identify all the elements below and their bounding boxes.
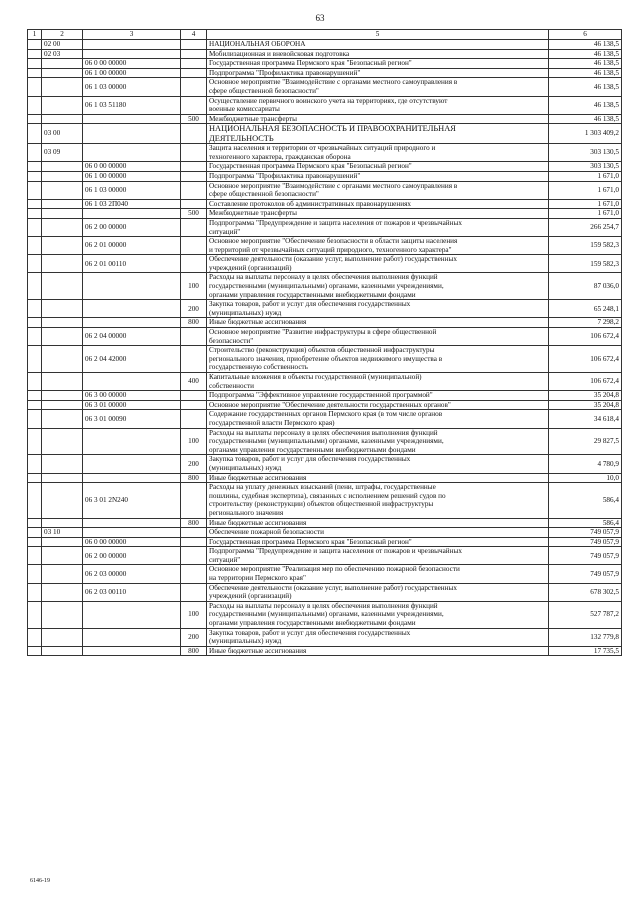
cell-sum: 1 671,0 xyxy=(549,171,622,181)
table-row xyxy=(28,114,622,124)
cell-tgt xyxy=(83,646,181,656)
cell-exp xyxy=(181,59,207,69)
cell-name: Подпрограмма "Предупреждение и защита населения от пожаров и чрезвычайных ситуаций" xyxy=(207,547,549,565)
cell-exp xyxy=(181,400,207,410)
cell-sec xyxy=(42,209,83,219)
cell-sec xyxy=(42,68,83,78)
cell-name: Защита населения и территории от чрезвычайных ситуаций природного и техногенного характера, гражданская оборона xyxy=(207,144,549,162)
cell-name: Закупка товаров, работ и услуг для обеспечения государственных (муниципальных) нужд xyxy=(207,455,549,473)
cell-exp xyxy=(181,124,207,144)
table-row xyxy=(28,473,622,483)
cell-tgt xyxy=(83,114,181,124)
cell-col1 xyxy=(28,40,42,50)
cell-sec xyxy=(42,346,83,373)
cell-tgt: 06 2 03 00110 xyxy=(83,583,181,601)
cell-tgt: 06 3 01 00000 xyxy=(83,400,181,410)
cell-exp xyxy=(181,537,207,547)
table-row xyxy=(28,209,622,219)
cell-exp: 200 xyxy=(181,455,207,473)
cell-name: Межбюджетные трансферты xyxy=(207,114,549,124)
cell-exp xyxy=(181,78,207,96)
cell-sum: 35 204,8 xyxy=(549,400,622,410)
cell-col1 xyxy=(28,181,42,199)
table-row xyxy=(28,547,622,565)
table-row xyxy=(28,628,622,646)
cell-sec xyxy=(42,646,83,656)
cell-sum: 159 582,3 xyxy=(549,255,622,273)
cell-name: Подпрограмма "Предупреждение и защита населения от пожаров и чрезвычайных ситуаций" xyxy=(207,218,549,236)
table-row xyxy=(28,255,622,273)
cell-name: Мобилизационная и вневойсковая подготовка xyxy=(207,49,549,59)
column-number: 4 xyxy=(181,30,207,40)
cell-exp xyxy=(181,218,207,236)
column-number: 3 xyxy=(83,30,181,40)
cell-sum: 749 057,9 xyxy=(549,565,622,583)
cell-sum: 1 671,0 xyxy=(549,199,622,209)
cell-col1 xyxy=(28,162,42,172)
cell-col1 xyxy=(28,273,42,300)
cell-sec xyxy=(42,59,83,69)
cell-col1 xyxy=(28,318,42,328)
table-row xyxy=(28,565,622,583)
cell-exp xyxy=(181,49,207,59)
cell-col1 xyxy=(28,473,42,483)
cell-tgt xyxy=(83,628,181,646)
cell-name: Подпрограмма "Эффективное управление государственной программой" xyxy=(207,391,549,401)
cell-col1 xyxy=(28,646,42,656)
cell-col1 xyxy=(28,255,42,273)
cell-exp xyxy=(181,547,207,565)
table-row xyxy=(28,124,622,144)
cell-name: Обеспечение деятельности (оказание услуг, выполнение работ) государственных учреждений (организаций) xyxy=(207,583,549,601)
cell-exp xyxy=(181,255,207,273)
cell-sum: 87 036,0 xyxy=(549,273,622,300)
cell-sum: 159 582,3 xyxy=(549,237,622,255)
table-row xyxy=(28,646,622,656)
cell-col1 xyxy=(28,547,42,565)
cell-sec xyxy=(42,114,83,124)
cell-sec xyxy=(42,473,83,483)
column-number: 1 xyxy=(28,30,42,40)
cell-sec xyxy=(42,400,83,410)
cell-col1 xyxy=(28,410,42,428)
cell-name: Расходы на выплаты персоналу в целях обеспечения выполнения функций государственными (муниципальными) органами, казенными учреждениями, органами управления государственными внебюджетными фондами xyxy=(207,273,549,300)
table-row xyxy=(28,583,622,601)
cell-exp xyxy=(181,68,207,78)
cell-name: Основное мероприятие "Реализация мер по обеспечению пожарной безопасности на территории Пермского края" xyxy=(207,565,549,583)
cell-sec xyxy=(42,410,83,428)
cell-sum: 303 130,5 xyxy=(549,162,622,172)
cell-sum: 586,4 xyxy=(549,518,622,528)
cell-sum: 29 827,5 xyxy=(549,428,622,455)
cell-exp xyxy=(181,162,207,172)
cell-col1 xyxy=(28,78,42,96)
cell-exp: 500 xyxy=(181,209,207,219)
cell-sec xyxy=(42,237,83,255)
cell-sum: 46 138,5 xyxy=(549,40,622,50)
cell-exp xyxy=(181,96,207,114)
cell-col1 xyxy=(28,144,42,162)
cell-tgt: 06 1 03 00000 xyxy=(83,78,181,96)
cell-tgt xyxy=(83,49,181,59)
cell-sec xyxy=(42,547,83,565)
cell-col1 xyxy=(28,218,42,236)
cell-tgt: 06 2 00 00000 xyxy=(83,547,181,565)
cell-name: Закупка товаров, работ и услуг для обеспечения государственных (муниципальных) нужд xyxy=(207,628,549,646)
cell-sec: 02 00 xyxy=(42,40,83,50)
table-row xyxy=(28,40,622,50)
cell-tgt: 06 0 00 00000 xyxy=(83,162,181,172)
cell-name: Расходы на выплаты персоналу в целях обеспечения выполнения функций государственными (муниципальными) органами, казенными учреждениями, органами управления государственными внебюджетными фондами xyxy=(207,601,549,628)
cell-tgt xyxy=(83,209,181,219)
cell-sum: 303 130,5 xyxy=(549,144,622,162)
cell-sum: 266 254,7 xyxy=(549,218,622,236)
cell-name: Строительство (реконструкция) объектов общественной инфраструктуры регионального значения, приобретение объектов недвижимого имущества в государственную собственность xyxy=(207,346,549,373)
cell-exp xyxy=(181,40,207,50)
cell-name: Составление протоколов об административных правонарушениях xyxy=(207,199,549,209)
cell-tgt: 06 3 01 2N240 xyxy=(83,483,181,518)
cell-name: Осуществление первичного воинского учета на территориях, где отсутствуют военные комиссариаты xyxy=(207,96,549,114)
table-row xyxy=(28,346,622,373)
cell-sum: 35 204,8 xyxy=(549,391,622,401)
cell-name: НАЦИОНАЛЬНАЯ ОБОРОНА xyxy=(207,40,549,50)
cell-exp xyxy=(181,565,207,583)
cell-name: Обеспечение деятельности (оказание услуг, выполнение работ) государственных учреждений (организаций) xyxy=(207,255,549,273)
cell-name: Иные бюджетные ассигнования xyxy=(207,318,549,328)
cell-sec xyxy=(42,601,83,628)
cell-sec xyxy=(42,273,83,300)
table-body xyxy=(28,40,622,656)
cell-sum: 586,4 xyxy=(549,483,622,518)
cell-col1 xyxy=(28,114,42,124)
table-row xyxy=(28,601,622,628)
cell-sec xyxy=(42,483,83,518)
cell-name: Капитальные вложения в объекты государственной (муниципальной) собственности xyxy=(207,373,549,391)
cell-col1 xyxy=(28,455,42,473)
cell-name: Расходы на выплаты персоналу в целях обеспечения выполнения функций государственными (муниципальными) органами, казенными учреждениями, органами управления государственными внебюджетными фондами xyxy=(207,428,549,455)
table-row xyxy=(28,391,622,401)
cell-tgt: 06 1 00 00000 xyxy=(83,68,181,78)
cell-col1 xyxy=(28,209,42,219)
cell-sum: 749 057,9 xyxy=(549,537,622,547)
cell-sec xyxy=(42,583,83,601)
cell-name: Подпрограмма "Профилактика правонарушений" xyxy=(207,68,549,78)
cell-sum: 10,0 xyxy=(549,473,622,483)
cell-col1 xyxy=(28,346,42,373)
table-row xyxy=(28,59,622,69)
cell-sum: 46 138,5 xyxy=(549,114,622,124)
cell-sum: 106 672,4 xyxy=(549,373,622,391)
cell-sum: 34 618,4 xyxy=(549,410,622,428)
cell-col1 xyxy=(28,528,42,538)
cell-sec xyxy=(42,300,83,318)
cell-col1 xyxy=(28,171,42,181)
cell-name: Закупка товаров, работ и услуг для обеспечения государственных (муниципальных) нужд xyxy=(207,300,549,318)
cell-tgt: 06 1 03 51180 xyxy=(83,96,181,114)
cell-tgt: 06 2 03 00000 xyxy=(83,565,181,583)
table-row xyxy=(28,428,622,455)
table-row xyxy=(28,518,622,528)
table-row xyxy=(28,318,622,328)
cell-sec xyxy=(42,373,83,391)
cell-sec: 03 10 xyxy=(42,528,83,538)
cell-tgt: 06 1 03 2П040 xyxy=(83,199,181,209)
cell-sec xyxy=(42,171,83,181)
cell-sum: 7 298,2 xyxy=(549,318,622,328)
cell-tgt xyxy=(83,455,181,473)
cell-name: Обеспечение пожарной безопасности xyxy=(207,528,549,538)
cell-tgt xyxy=(83,318,181,328)
cell-sec xyxy=(42,162,83,172)
cell-sec xyxy=(42,218,83,236)
cell-tgt xyxy=(83,40,181,50)
table-row xyxy=(28,328,622,346)
cell-col1 xyxy=(28,124,42,144)
column-number: 6 xyxy=(549,30,622,40)
cell-sec xyxy=(42,96,83,114)
cell-sum: 46 138,5 xyxy=(549,78,622,96)
footer-code: 6146-19 xyxy=(30,878,50,884)
cell-col1 xyxy=(28,537,42,547)
cell-tgt: 06 2 01 00000 xyxy=(83,237,181,255)
cell-sec xyxy=(42,391,83,401)
cell-tgt: 06 0 00 00000 xyxy=(83,537,181,547)
cell-exp xyxy=(181,483,207,518)
cell-col1 xyxy=(28,391,42,401)
table-row xyxy=(28,181,622,199)
cell-name: Основное мероприятие "Развитие инфраструктуры в сфере общественной безопасности" xyxy=(207,328,549,346)
cell-tgt: 06 1 03 00000 xyxy=(83,181,181,199)
cell-exp xyxy=(181,199,207,209)
cell-col1 xyxy=(28,96,42,114)
page-number: 63 xyxy=(315,13,325,23)
cell-col1 xyxy=(28,49,42,59)
cell-col1 xyxy=(28,428,42,455)
cell-sum: 46 138,5 xyxy=(549,68,622,78)
cell-col1 xyxy=(28,373,42,391)
cell-sec xyxy=(42,199,83,209)
cell-name: Основное мероприятие "Взаимодействие с органами местного самоуправления в сфере общественной безопасности" xyxy=(207,78,549,96)
cell-sum: 1 671,0 xyxy=(549,181,622,199)
cell-tgt: 06 2 04 42000 xyxy=(83,346,181,373)
cell-exp xyxy=(181,391,207,401)
cell-sum: 132 779,8 xyxy=(549,628,622,646)
cell-exp: 100 xyxy=(181,273,207,300)
cell-sum: 65 248,1 xyxy=(549,300,622,318)
column-number: 2 xyxy=(42,30,83,40)
cell-sec: 03 09 xyxy=(42,144,83,162)
cell-name: Расходы на уплату денежных взысканий (пени, штрафы, государственные пошлины, судебная экспертиза), связанных с исполнением решений судов по строительству (реконструкции) объектов общественной инфраструктуры регионального значения xyxy=(207,483,549,518)
cell-exp: 400 xyxy=(181,373,207,391)
table-row xyxy=(28,528,622,538)
cell-tgt: 06 3 01 00090 xyxy=(83,410,181,428)
table-row xyxy=(28,96,622,114)
cell-exp xyxy=(181,237,207,255)
cell-col1 xyxy=(28,68,42,78)
cell-col1 xyxy=(28,328,42,346)
cell-col1 xyxy=(28,601,42,628)
cell-name: Основное мероприятие "Обеспечение безопасности в области защиты населения и территорий от чрезвычайных ситуаций природного, техногенного характера" xyxy=(207,237,549,255)
cell-sec xyxy=(42,428,83,455)
table-row xyxy=(28,78,622,96)
cell-sum: 46 138,5 xyxy=(549,96,622,114)
cell-name: Подпрограмма "Профилактика правонарушений" xyxy=(207,171,549,181)
table-row xyxy=(28,218,622,236)
cell-tgt xyxy=(83,124,181,144)
cell-sum: 527 787,2 xyxy=(549,601,622,628)
cell-exp xyxy=(181,583,207,601)
cell-name: Иные бюджетные ассигнования xyxy=(207,646,549,656)
cell-sum: 46 138,5 xyxy=(549,49,622,59)
cell-name: Межбюджетные трансферты xyxy=(207,209,549,219)
cell-sum: 1 671,0 xyxy=(549,209,622,219)
cell-name: Государственная программа Пермского края "Безопасный регион" xyxy=(207,537,549,547)
table-row xyxy=(28,68,622,78)
cell-tgt xyxy=(83,273,181,300)
table-row xyxy=(28,237,622,255)
cell-sum: 46 138,5 xyxy=(549,59,622,69)
cell-name: Иные бюджетные ассигнования xyxy=(207,473,549,483)
cell-col1 xyxy=(28,59,42,69)
cell-sec: 03 00 xyxy=(42,124,83,144)
cell-col1 xyxy=(28,583,42,601)
cell-exp xyxy=(181,144,207,162)
table-row xyxy=(28,373,622,391)
cell-col1 xyxy=(28,628,42,646)
cell-col1 xyxy=(28,565,42,583)
cell-sum: 4 780,9 xyxy=(549,455,622,473)
cell-tgt: 06 1 00 00000 xyxy=(83,171,181,181)
cell-sum: 106 672,4 xyxy=(549,346,622,373)
cell-exp: 200 xyxy=(181,628,207,646)
cell-sum: 749 057,9 xyxy=(549,547,622,565)
cell-col1 xyxy=(28,518,42,528)
cell-col1 xyxy=(28,483,42,518)
cell-name: Иные бюджетные ассигнования xyxy=(207,518,549,528)
cell-tgt xyxy=(83,144,181,162)
cell-exp: 100 xyxy=(181,428,207,455)
cell-exp: 500 xyxy=(181,114,207,124)
cell-name: Содержание государственных органов Пермского края (в том числе органов государственной власти Пермского края) xyxy=(207,410,549,428)
cell-exp xyxy=(181,181,207,199)
cell-sum: 749 057,9 xyxy=(549,528,622,538)
cell-col1 xyxy=(28,400,42,410)
table-row xyxy=(28,455,622,473)
cell-sec xyxy=(42,565,83,583)
cell-exp xyxy=(181,171,207,181)
table-row xyxy=(28,537,622,547)
table-row xyxy=(28,162,622,172)
cell-name: НАЦИОНАЛЬНАЯ БЕЗОПАСНОСТЬ И ПРАВООХРАНИТЕЛЬНАЯ ДЕЯТЕЛЬНОСТЬ xyxy=(207,124,549,144)
cell-col1 xyxy=(28,300,42,318)
table-row xyxy=(28,410,622,428)
cell-name: Основное мероприятие "Обеспечение деятельности государственных органов" xyxy=(207,400,549,410)
column-number: 5 xyxy=(207,30,549,40)
cell-sec xyxy=(42,78,83,96)
cell-exp: 800 xyxy=(181,318,207,328)
cell-exp: 800 xyxy=(181,646,207,656)
cell-tgt xyxy=(83,518,181,528)
cell-tgt xyxy=(83,428,181,455)
cell-exp xyxy=(181,328,207,346)
budget-table xyxy=(27,29,622,656)
cell-name: Государственная программа Пермского края "Безопасный регион" xyxy=(207,162,549,172)
cell-tgt: 06 3 00 00000 xyxy=(83,391,181,401)
cell-tgt: 06 2 00 00000 xyxy=(83,218,181,236)
cell-sec xyxy=(42,181,83,199)
cell-sum: 106 672,4 xyxy=(549,328,622,346)
cell-tgt xyxy=(83,373,181,391)
table-row xyxy=(28,300,622,318)
cell-tgt xyxy=(83,300,181,318)
cell-tgt: 06 2 04 00000 xyxy=(83,328,181,346)
cell-tgt: 06 2 01 00110 xyxy=(83,255,181,273)
table-row xyxy=(28,199,622,209)
cell-col1 xyxy=(28,199,42,209)
cell-name: Основное мероприятие "Взаимодействие с органами местного самоуправления в сфере общественной безопасности" xyxy=(207,181,549,199)
table-row xyxy=(28,273,622,300)
cell-tgt xyxy=(83,601,181,628)
table-row xyxy=(28,49,622,59)
table-row xyxy=(28,483,622,518)
cell-sec xyxy=(42,518,83,528)
cell-exp: 800 xyxy=(181,473,207,483)
table-row xyxy=(28,144,622,162)
cell-sec: 02 03 xyxy=(42,49,83,59)
cell-exp xyxy=(181,346,207,373)
cell-tgt xyxy=(83,473,181,483)
cell-sec xyxy=(42,328,83,346)
cell-sec xyxy=(42,537,83,547)
cell-tgt xyxy=(83,528,181,538)
cell-sec xyxy=(42,318,83,328)
cell-sum: 678 302,5 xyxy=(549,583,622,601)
table-row xyxy=(28,171,622,181)
column-number-row xyxy=(28,30,622,40)
cell-exp xyxy=(181,528,207,538)
cell-sec xyxy=(42,628,83,646)
cell-sec xyxy=(42,455,83,473)
cell-tgt: 06 0 00 00000 xyxy=(83,59,181,69)
cell-sum: 1 303 409,2 xyxy=(549,124,622,144)
cell-name: Государственная программа Пермского края "Безопасный регион" xyxy=(207,59,549,69)
cell-exp: 100 xyxy=(181,601,207,628)
cell-exp: 800 xyxy=(181,518,207,528)
cell-col1 xyxy=(28,237,42,255)
table-row xyxy=(28,400,622,410)
cell-sec xyxy=(42,255,83,273)
cell-exp xyxy=(181,410,207,428)
cell-sum: 17 735,5 xyxy=(549,646,622,656)
cell-exp: 200 xyxy=(181,300,207,318)
